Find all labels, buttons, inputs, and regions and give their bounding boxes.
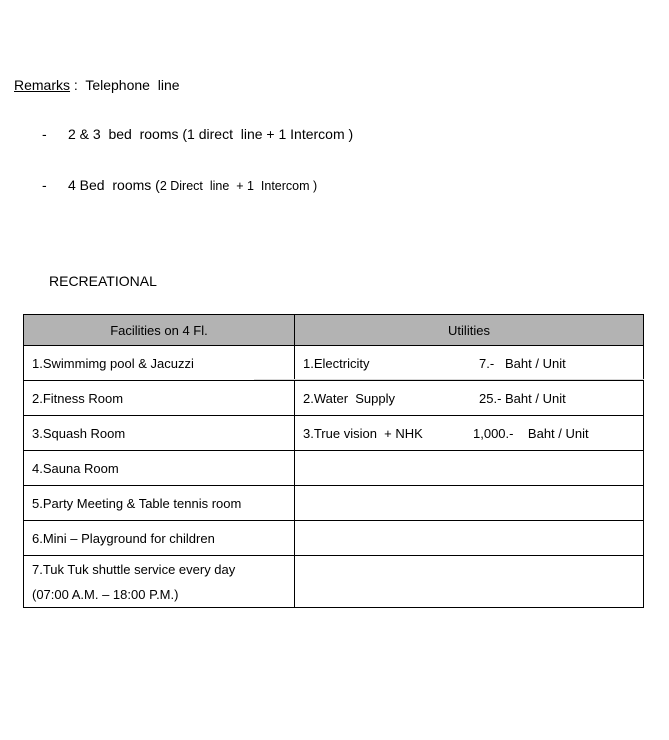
utility-cell (295, 416, 644, 451)
facility-text: 7.Tuk Tuk shuttle service every day (32, 561, 236, 577)
utility-item: 3.True vision + NHK (303, 425, 423, 441)
utility-cell-empty (295, 486, 644, 521)
utility-cell (295, 381, 644, 416)
remarks-label: Remarks (14, 77, 71, 93)
remarks-line (14, 77, 180, 93)
utility-cell (295, 346, 644, 381)
facility-cell (24, 556, 295, 608)
utility-price: 1,000.- Baht / Unit (473, 425, 589, 441)
remarks-item-text-small: 2 Direct line + 1 Intercom ) (159, 179, 318, 193)
utility-cell-empty (295, 521, 644, 556)
table-row (24, 521, 644, 556)
table-row (24, 416, 644, 451)
facility-cell: 2.Fitness Room (24, 381, 295, 416)
remarks-item-text: 4 Bed rooms ( (68, 177, 160, 193)
facilities-table (23, 314, 644, 608)
table-row (24, 451, 644, 486)
table-row (24, 381, 644, 416)
faint-rule-line (254, 379, 644, 380)
utility-item: 2.Water Supply (303, 390, 396, 406)
utilities-header: Utilities (295, 315, 644, 346)
facility-cell: 5.Party Meeting & Table tennis room (24, 486, 295, 521)
facility-cell: 6.Mini – Playground for children (24, 521, 295, 556)
facility-cell: 4.Sauna Room (24, 451, 295, 486)
remarks-separator: : (70, 77, 86, 93)
table-row (24, 346, 644, 381)
utility-cell-empty (295, 451, 644, 486)
bullet-dash: - (42, 177, 47, 193)
facility-cell: 3.Squash Room (24, 416, 295, 451)
bullet-dash: - (42, 126, 47, 142)
remarks-item-2 (42, 177, 317, 193)
utility-item: 1.Electricity (303, 355, 370, 371)
table-row (24, 486, 644, 521)
facility-hours: (07:00 A.M. – 18:00 P.M.) (32, 586, 179, 602)
table-header-row (24, 315, 644, 346)
remarks-item-text: 2 & 3 bed rooms (1 direct line + 1 Intercom ) (68, 126, 354, 142)
utility-price: 7.- Baht / Unit (479, 355, 566, 371)
facility-cell: 1.Swimmimg pool & Jacuzzi (24, 346, 295, 381)
remarks-text: Telephone line (85, 77, 180, 93)
remarks-item-1 (42, 126, 353, 142)
recreational-title: RECREATIONAL (49, 273, 157, 289)
utility-price: 25.- Baht / Unit (479, 390, 566, 406)
table-row (24, 556, 644, 608)
utility-cell-empty (295, 556, 644, 608)
facilities-header: Facilities on 4 Fl. (24, 315, 295, 346)
